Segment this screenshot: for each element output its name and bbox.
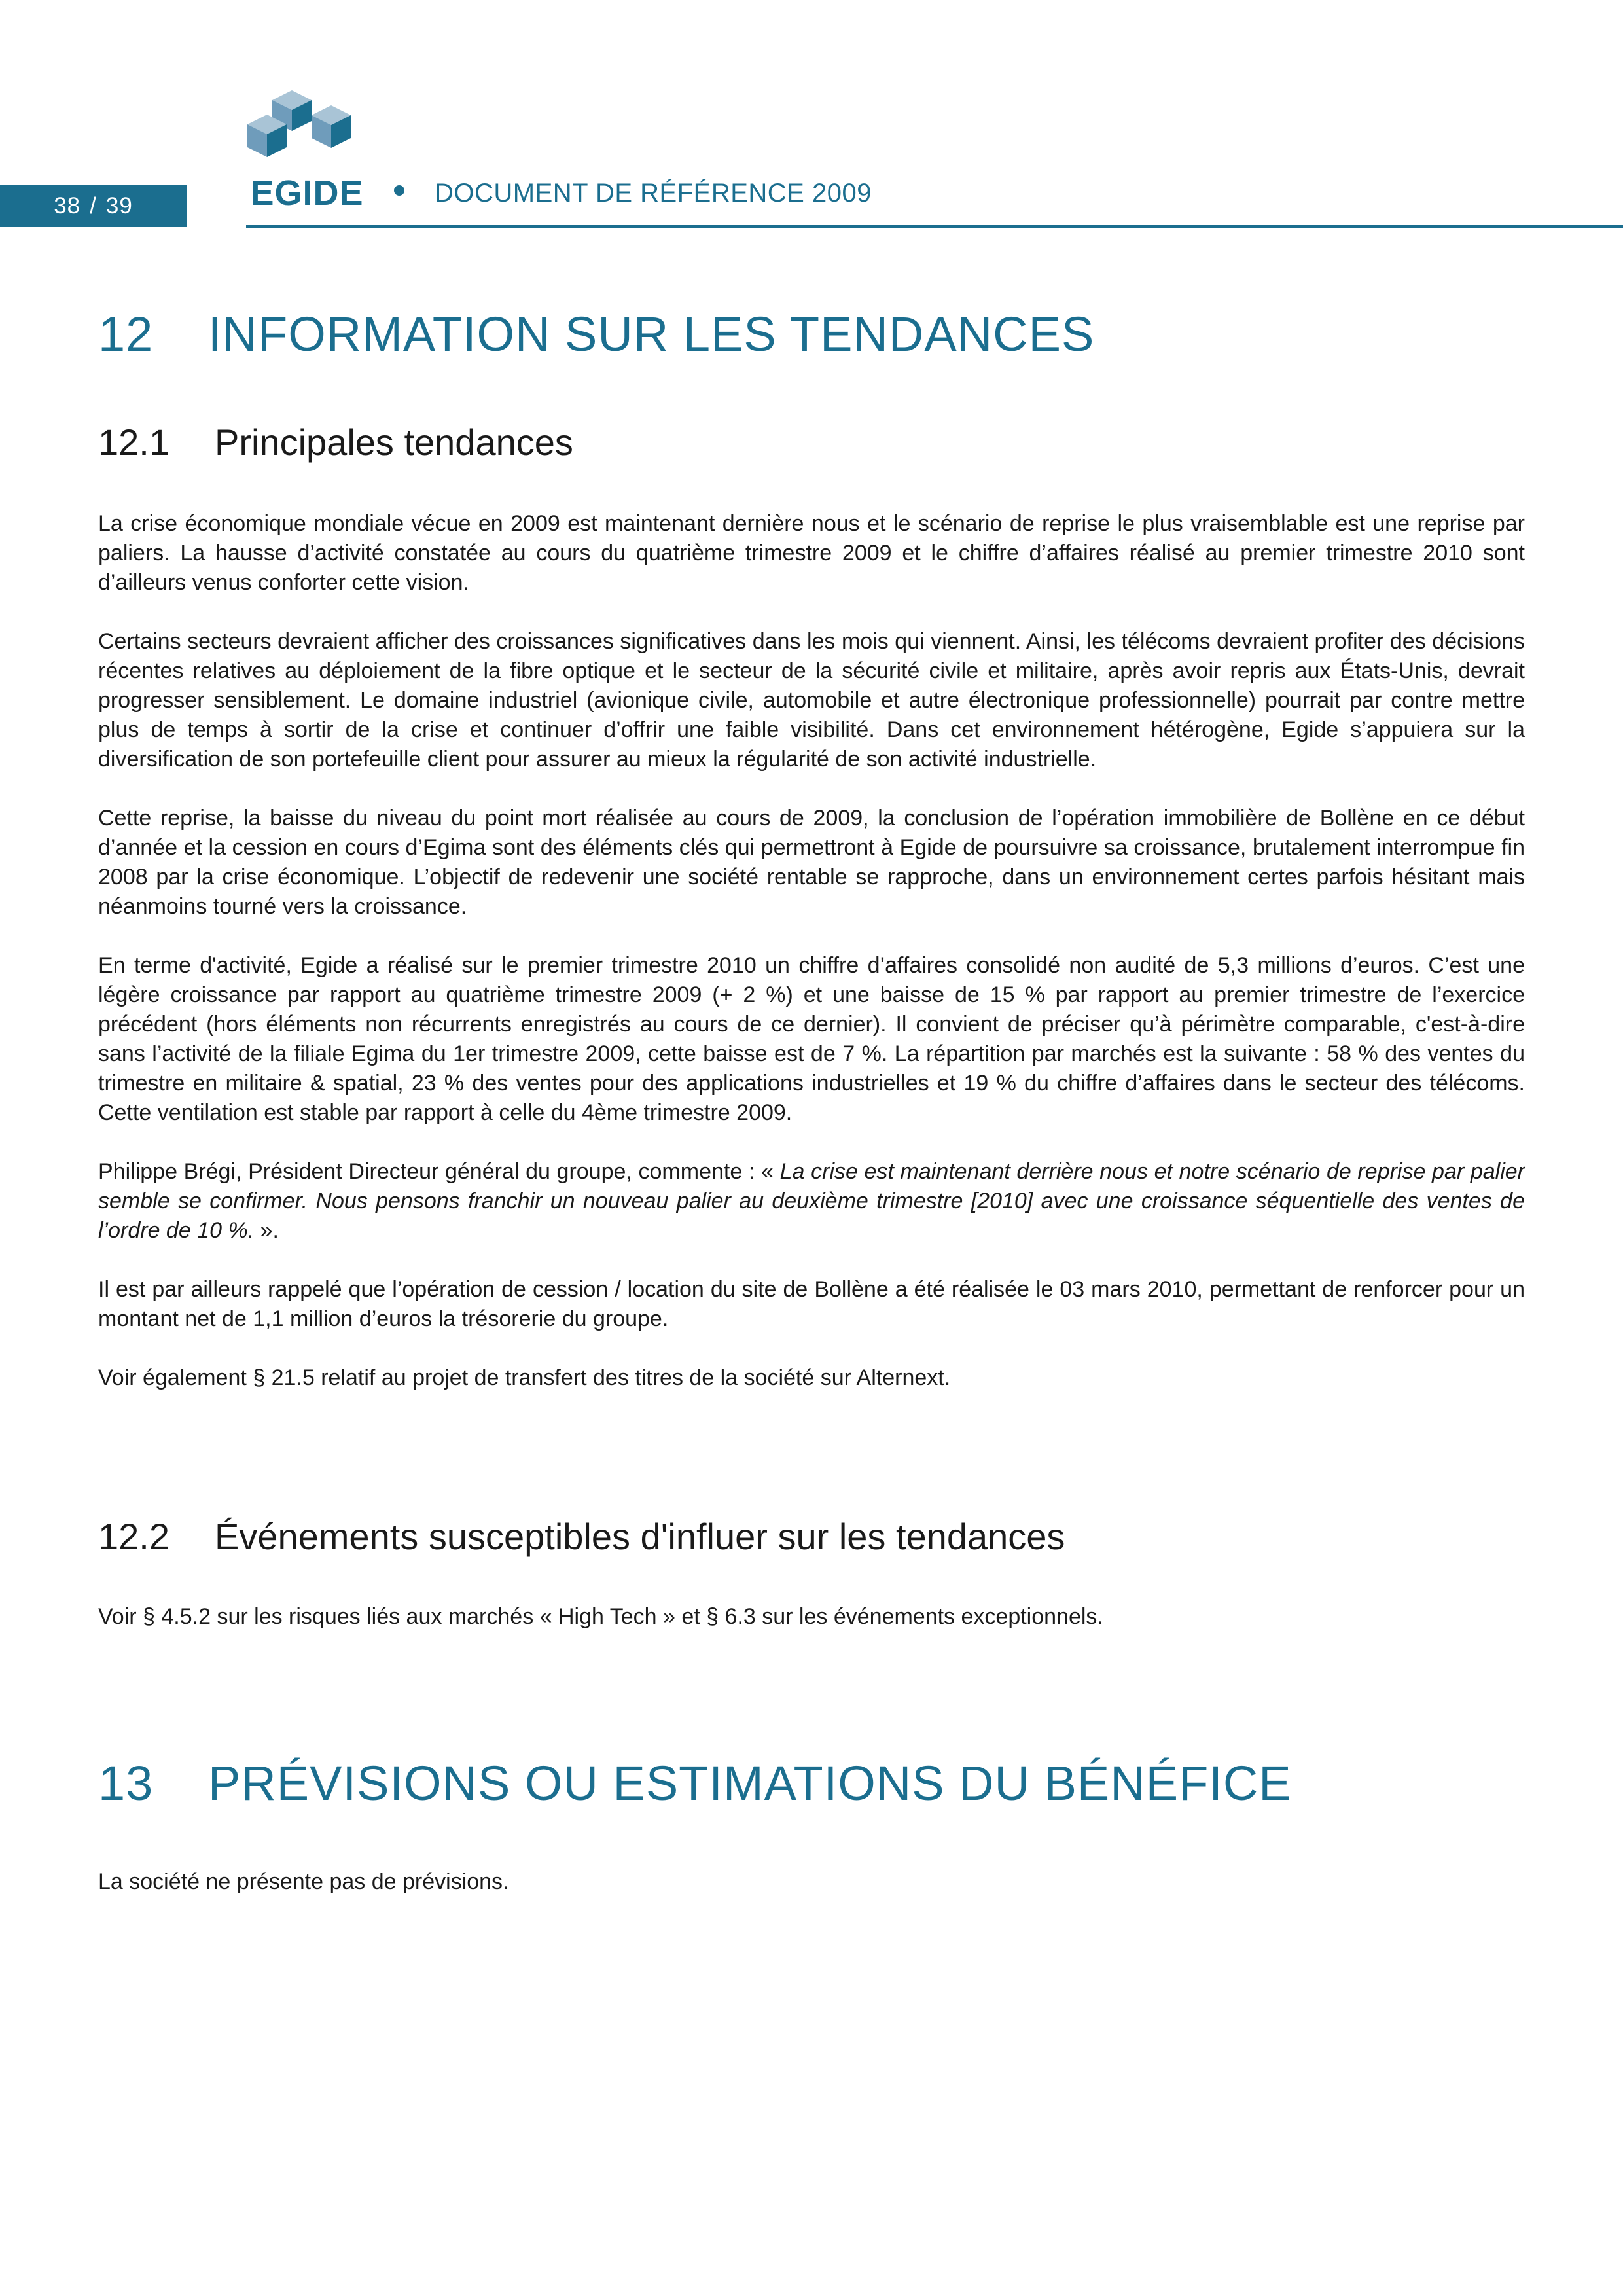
- section-12-2-heading: [98, 1515, 1065, 1558]
- quote-intro: Philippe Brégi, Président Directeur général du groupe, commente : «: [98, 1159, 780, 1184]
- paragraph-secteurs: Certains secteurs devraient afficher des croissances significatives dans les mois qui viennent. Ainsi, les télécoms devraient profiter des décisions récentes relatives au déploiement de la fibre optique et le secteur de la sécurité civile et militaire, après avoir repris aux États-Unis, devrait progresser sensiblement. Le domaine industriel (avionique civile, automobile et autre électronique professionnelle) pourrait par contre mettre plus de temps à sortir de la crise et continuer d’offrir une faible visibilité. Dans cet environnement hétérogène, Egide s’appuiera sur la diversification de son portefeuille client pour assurer au mieux la régularité de son activité industrielle.: [98, 629, 1525, 772]
- section-title: Événements susceptibles d'influer sur les tendances: [215, 1516, 1065, 1557]
- section-title: Principales tendances: [215, 422, 573, 463]
- section-number: 12.1: [98, 422, 169, 463]
- brand-wordmark: EGIDE: [250, 173, 364, 213]
- chapter-13-heading: [98, 1755, 1292, 1811]
- section-number: 12.2: [98, 1516, 169, 1557]
- quote-end: ».: [254, 1218, 279, 1243]
- page-next: 39: [105, 192, 133, 219]
- page-current: 38: [54, 192, 81, 219]
- header-rule: [246, 225, 1623, 228]
- paragraph-quote: [98, 1157, 1525, 1246]
- egide-logo-cubes-icon: [246, 84, 365, 169]
- page-number-tab: [0, 185, 187, 227]
- section-12-1-heading: [98, 421, 573, 463]
- document-title: DOCUMENT DE RÉFÉRENCE 2009: [435, 179, 872, 207]
- paragraph-bollene: Il est par ailleurs rappelé que l’opération de cession / location du site de Bollène a été réalisée le 03 mars 2010, permettant de renforcer pour un montant net de 1,1 million d’euros la trésorerie du groupe.: [98, 1277, 1525, 1331]
- paragraph-alternext: Voir également § 21.5 relatif au projet de transfert des titres de la société sur Alternext.: [98, 1365, 951, 1390]
- paragraph-reprise: Cette reprise, la baisse du niveau du point mort réalisée au cours de 2009, la conclusion de l’opération immobilière de Bollène en ce début d’année et la cession en cours d’Egima sont des éléments clés qui permettront à Egide de poursuivre sa croissance, brutalement interrompue fin 2008 par la crise économique. L’objectif de redevenir une société rentable se rapproche, dans un environnement certes parfois hésitant mais néanmoins tourné vers la croissance.: [98, 806, 1525, 919]
- chapter-number: 13: [98, 1756, 154, 1810]
- header-bullet: [394, 185, 404, 196]
- paragraph-previsions: La société ne présente pas de prévisions.: [98, 1869, 509, 1894]
- chapter-12-heading: [98, 306, 1094, 362]
- chapter-title: INFORMATION SUR LES TENDANCES: [208, 307, 1095, 361]
- paragraph-activite: En terme d'activité, Egide a réalisé sur le premier trimestre 2010 un chiffre d’affaires consolidé non audité de 5,3 millions d’euros. C’est une légère croissance par rapport au quatrième trimestre 2009 (+ 2 %) et une baisse de 15 % par rapport au premier trimestre de l’exercice précédent (hors éléments non récurrents enregistrés au cours de ce dernier). Il convient de préciser qu’à périmètre comparable, c'est-à-dire sans l’activité de la filiale Egima du 1er trimestre 2009, cette baisse est de 7 %. La répartition par marchés est la suivante : 58 % des ventes du trimestre en militaire & spatial, 23 % des ventes pour des applications industrielles et 19 % du chiffre d’affaires dans le secteur des télécoms. Cette ventilation est stable par rapport à celle du 4ème trimestre 2009.: [98, 953, 1525, 1125]
- chapter-title: PRÉVISIONS OU ESTIMATIONS DU BÉNÉFICE: [208, 1756, 1292, 1810]
- chapter-number: 12: [98, 307, 154, 361]
- paragraph-risques: Voir § 4.5.2 sur les risques liés aux marchés « High Tech » et § 6.3 sur les événements exceptionnels.: [98, 1604, 1103, 1629]
- quote-text: La crise est maintenant derrière nous et notre scénario de reprise par palier semble se confirmer. Nous pensons franchir un nouveau palier au deuxième trimestre [2010] avec une croissance séquentielle des ventes de l’ordre de 10 %.: [98, 1159, 1525, 1243]
- page-separator: /: [90, 192, 97, 219]
- paragraph-crise: La crise économique mondiale vécue en 2009 est maintenant dernière nous et le scénario de reprise le plus vraisemblable est une reprise par paliers. La hausse d’activité constatée au cours du quatrième trimestre 2009 et le chiffre d’affaires réalisé au premier trimestre 2010 sont d’ailleurs venus conforter cette vision.: [98, 511, 1525, 595]
